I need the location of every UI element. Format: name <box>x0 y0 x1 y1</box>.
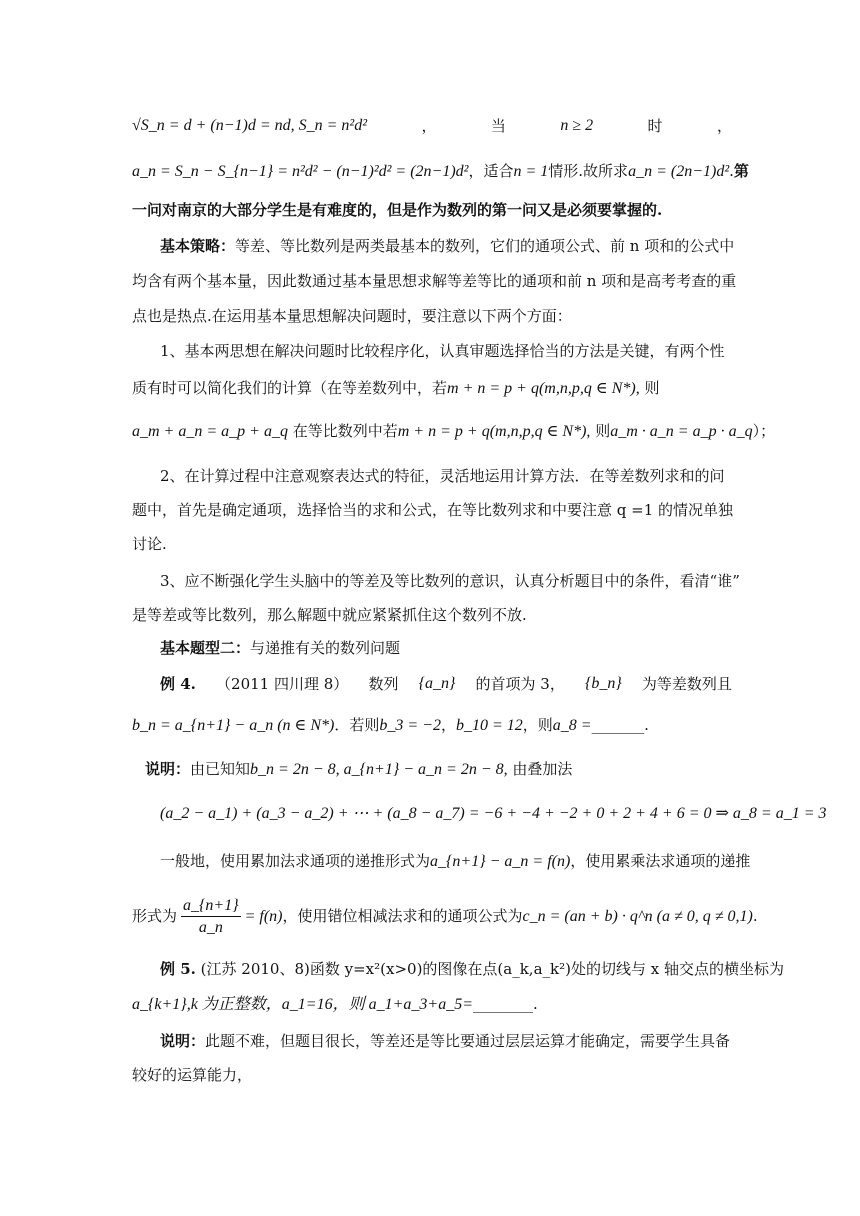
condition-n-ge-2: n ≥ 2 <box>560 117 594 134</box>
text: 数列 <box>368 675 399 693</box>
label-basic-strategy: 基本策略： <box>160 237 236 255</box>
formula-sqrt-sn: √S_n = d + (n−1)d = nd, S_n = n²d² <box>132 117 368 134</box>
line-4 <box>160 235 760 257</box>
line-25 <box>132 1064 732 1086</box>
text: ，适合 <box>468 162 514 180</box>
line-13 <box>160 570 760 592</box>
text: ．若则 <box>334 716 380 734</box>
text: . <box>752 907 758 925</box>
line-14 <box>132 604 732 626</box>
line-5 <box>132 270 737 292</box>
text: 等差、等比数列是两类最基本的数列，它们的通项公式、前 n 项和的公式中 <box>235 237 735 255</box>
formula-recurrence-add: a_{n+1} − a_n = f(n) <box>430 853 571 870</box>
answer-blank: ________ <box>473 995 533 1013</box>
text: ，使用累乘法求通项的递推 <box>570 852 751 870</box>
line-10 <box>160 465 760 487</box>
formula-bn-def: b_n = a_{n+1} − a_n (n ∈ N*) <box>132 717 335 734</box>
line-1 <box>132 115 732 137</box>
text: 3、应不断强化学生头脑中的等差及等比数列的意识，认真分析题目中的条件，看清“谁” <box>160 572 740 590</box>
line-16 <box>160 673 732 695</box>
label-basic-type-2: 基本题型二： <box>160 639 251 657</box>
text: 点也是热点.在运用基本量思想解决问题时，要注意以下两个方面： <box>132 307 572 325</box>
text: 质有时可以简化我们的计算（在等差数列中，若 <box>132 379 448 397</box>
bold-text: 一问对南京的大部分学生是有难度的，但是作为数列的第一问又是必须要掌握的. <box>132 201 663 219</box>
comma: ， <box>421 117 437 135</box>
text: 在等比数列中若 <box>292 422 398 440</box>
line-24 <box>160 1030 760 1052</box>
text: 均含有两个基本量，因此数通过基本量思想求解等差等比的通项和前 n 项和是高考考查的重 <box>132 272 737 290</box>
formula-b3: b_3 = −2 <box>379 717 441 734</box>
formula-bn-seq: {b_n} <box>584 675 622 692</box>
text: 2、在计算过程中注意观察表达式的特征，灵活地运用计算方法．在等差数列求和的问 <box>160 467 725 485</box>
text: 讨论. <box>132 535 167 553</box>
text: 一般地，使用累加法求通项的递推形式为 <box>160 852 431 870</box>
label-explanation: 说明： <box>145 760 191 778</box>
formula-b10: b_10 = 12 <box>455 717 523 734</box>
text: 形式为 <box>132 907 178 925</box>
text: 的首项为 3， <box>475 675 565 693</box>
bold-text: 第 <box>733 162 749 180</box>
line-9 <box>132 420 776 443</box>
comma-2: ， <box>716 117 732 135</box>
text: ， <box>440 716 456 734</box>
text: 1、基本两思想在解决问题时比较程序化，认真审题选择恰当的方法是关键，有两个性 <box>160 342 725 360</box>
text: 较好的运算能力， <box>132 1066 253 1084</box>
condition-n-eq-1: n = 1 <box>513 163 549 180</box>
text: . <box>644 716 649 734</box>
word-dang: 当 <box>490 117 506 135</box>
formula-telescoping-sum: (a_2 − a_1) + (a_3 − a_2) + ⋯ + (a_8 − a_7) = −6 + −4 + −2 + 0 + 2 + 4 + 6 = 0 ⇒ a_8 = a_1 = 3 <box>160 805 827 822</box>
line-17 <box>132 714 732 737</box>
formula-am-an: a_m + a_n = a_p + a_q <box>132 423 288 440</box>
fraction-denominator: a_n <box>198 918 223 936</box>
line-15 <box>160 637 760 659</box>
line-3 <box>132 199 732 221</box>
formula-an: a_n = S_n − S_{n−1} = n²d² − (n−1)²d² = (2n−1)d² <box>132 163 469 180</box>
line-18 <box>145 758 745 781</box>
text: ，则 <box>522 716 553 734</box>
fraction-ratio <box>181 896 241 939</box>
text: 为等差数列且 <box>641 675 732 693</box>
line-2 <box>132 160 749 183</box>
line-20 <box>160 850 760 873</box>
formula-a8: a_8 = <box>552 717 592 734</box>
formula-am-times-an: a_m · a_n = a_p · a_q <box>610 423 753 440</box>
formula-geo-condition: m + n = p + q(m,n,p,q ∈ N*), <box>397 423 591 440</box>
text: 由已知知 <box>190 760 251 778</box>
line-11 <box>132 499 732 521</box>
formula-arith-property: m + n = p + q(m,n,p,q ∈ N*), <box>447 380 640 397</box>
label-explanation: 说明： <box>160 1032 206 1050</box>
text: 由叠加法 <box>512 760 573 778</box>
formula-cn: c_n = (an + b) · q^n (a ≠ 0, q ≠ 0,1) <box>522 908 753 925</box>
line-6 <box>132 305 732 327</box>
text: 情形.故所求 <box>548 162 629 180</box>
text: 与递推有关的数列问题 <box>250 639 401 657</box>
line-22 <box>160 958 784 980</box>
line-21 <box>132 894 758 939</box>
text: ）； <box>752 422 776 440</box>
text: (江苏 2010、8)函数 y=x²(x>0)的图像在点(a_k,a_k²)处的切线与 x 轴交点的横坐标为 <box>200 960 784 978</box>
source: （2011 四川理 8） <box>216 675 349 693</box>
label-example-4: 例 4. <box>160 675 196 693</box>
label-example-5: 例 5. <box>160 960 196 978</box>
text: ，使用错位相减法求和的通项公式为 <box>282 907 523 925</box>
text: a_{k+1},k 为正整数，a_1=16，则 a_1+a_3+a_5= <box>132 996 473 1013</box>
fraction-numerator: a_{n+1} <box>181 896 241 917</box>
text: . <box>533 995 538 1013</box>
text: 则 <box>644 379 660 397</box>
formula-fn: = f(n) <box>244 908 283 925</box>
line-7 <box>160 340 760 362</box>
line-23 <box>132 993 732 1016</box>
answer-blank: _______ <box>591 716 645 734</box>
line-19 <box>160 802 827 825</box>
formula-result: a_n = (2n−1)d² <box>628 163 730 180</box>
line-8 <box>132 377 732 400</box>
line-12 <box>132 533 732 555</box>
word-shi: 时 <box>647 117 663 135</box>
text: 题中，首先是确定通项，选择恰当的求和公式，在等比数列求和中要注意 q =1 的情况单独 <box>132 501 734 519</box>
formula-an-seq: {a_n} <box>418 675 456 692</box>
text: 此题不难，但题目很长，等差还是等比要通过层层运算才能确定，需要学生具备 <box>205 1032 731 1050</box>
formula-bn-value: b_n = 2n − 8, a_{n+1} − a_n = 2n − 8, <box>250 761 508 778</box>
text: 则 <box>595 422 611 440</box>
text: 是等差或等比数列，那么解题中就应紧紧抓住这个数列不放. <box>132 606 527 624</box>
text: . <box>729 162 734 180</box>
